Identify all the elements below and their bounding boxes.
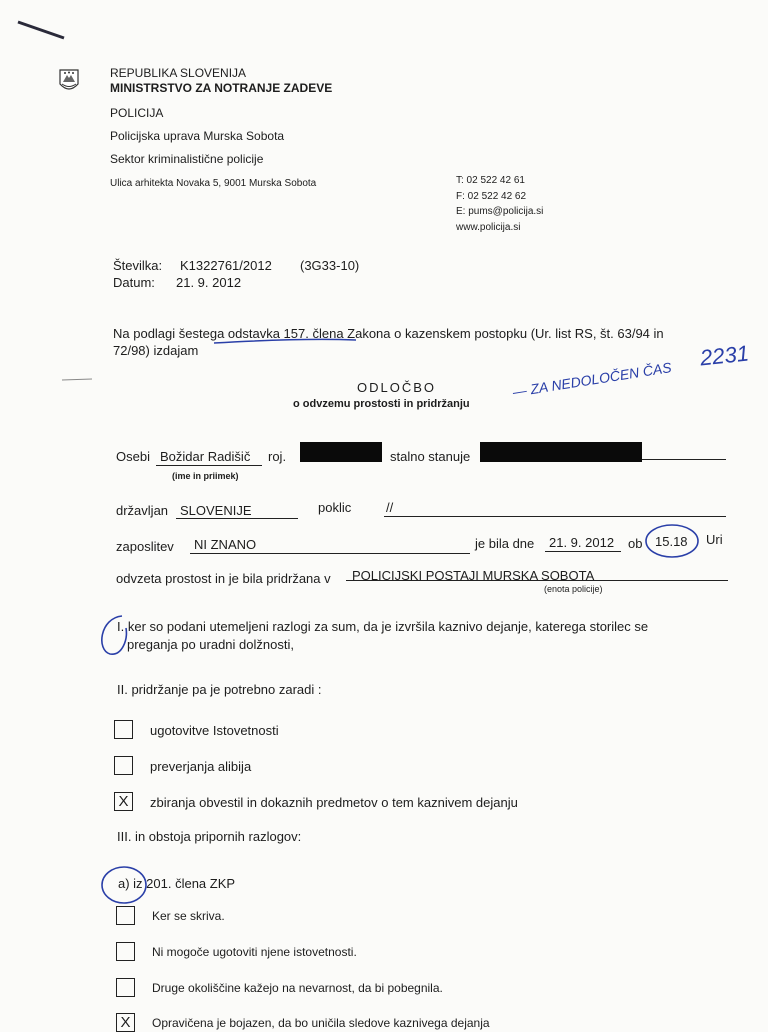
decision-subtitle: o odvzemu prostosti in pridržanju: [293, 398, 470, 410]
header-police-admin: Policijska uprava Murska Sobota: [110, 129, 285, 143]
reason-two: II. pridržanje pa je potrebno zaradi :: [117, 682, 322, 697]
identity-checkbox[interactable]: [114, 720, 133, 739]
decision-title: ODLOČBO: [357, 380, 437, 395]
contact-fax: F: 02 522 42 62: [456, 191, 527, 202]
date-label: Datum:: [113, 275, 155, 290]
unit-caption: (enota policije): [544, 584, 603, 594]
alibi-checkbox[interactable]: [114, 756, 133, 775]
case-code: (3G33-10): [300, 258, 360, 273]
redacted-birthdate: [300, 442, 382, 462]
person-name: Božidar Radišič: [160, 449, 251, 464]
hiding-checkbox[interactable]: [116, 906, 135, 925]
handwritten-margin-note: — ZA NEDOLOČEN ČAS: [511, 359, 673, 400]
reason-one-line1: I. ker so podani utemeljeni razlogi za sum, da je izvršila kaznivo dejanje, katerega storilec se: [117, 619, 649, 634]
hours-label: Uri: [706, 532, 723, 547]
held-label: odvzeta prostost in je bila pridržana v: [116, 571, 331, 586]
residence-label: stalno stanuje: [390, 449, 471, 464]
header-ministry: MINISTRSTVO ZA NOTRANJE ZADEVE: [110, 81, 333, 95]
occupation-value: //: [386, 500, 394, 515]
arrest-date-value: 21. 9. 2012: [549, 535, 615, 550]
flight-risk-option-label: Druge okoliščine kažejo na nevarnost, da bi pobegnila.: [152, 981, 443, 995]
contact-email: E: pums@policija.si: [456, 206, 544, 217]
citizenship-underline: [176, 518, 298, 519]
name-caption: (ime in priimek): [172, 471, 239, 481]
police-unit-underline: [346, 580, 728, 581]
employment-underline: [190, 553, 470, 554]
evidence-checkbox[interactable]: X: [114, 792, 133, 811]
identity-option-label: ugotovitve Istovetnosti: [150, 723, 279, 738]
arrest-time-value: 15.18: [655, 534, 688, 549]
occupation-label: poklic: [318, 500, 352, 515]
identity-unknown-option-label: Ni mogoče ugotoviti njene istovetnosti.: [152, 945, 357, 959]
evidence-destruction-checkbox[interactable]: X: [116, 1013, 135, 1032]
header-sector: Sektor kriminalistične policije: [110, 152, 264, 166]
evidence-option-label: zbiranja obvestil in dokaznih predmetov o tem kaznivem dejanju: [150, 795, 518, 810]
arrest-date-underline: [545, 551, 621, 552]
contact-phone: T: 02 522 42 61: [456, 175, 525, 186]
handwritten-side-number: 2231: [698, 340, 751, 371]
person-label: Osebi: [116, 449, 150, 464]
occupation-underline: [384, 516, 726, 517]
name-underline: [156, 465, 262, 466]
flight-risk-checkbox[interactable]: [116, 978, 135, 997]
hiding-option-label: Ker se skriva.: [152, 909, 225, 923]
redacted-address: [480, 442, 642, 462]
coat-of-arms-icon: [58, 64, 80, 96]
arrest-date-label: je bila dne: [475, 536, 535, 551]
citizenship-value: SLOVENIJE: [180, 503, 252, 518]
employment-label: zaposlitev: [116, 539, 174, 554]
residence-underline: [642, 459, 726, 460]
reason-three: III. in obstoja pripornih razlogov:: [117, 829, 302, 844]
contact-web: www.policija.si: [456, 222, 521, 233]
number-value: K1322761/2012: [180, 258, 272, 273]
date-value: 21. 9. 2012: [176, 275, 242, 290]
reason-one-line2: preganja po uradni dolžnosti,: [127, 637, 294, 652]
header-address: Ulica arhitekta Novaka 5, 9001 Murska Sobota: [110, 178, 317, 189]
identity-unknown-checkbox[interactable]: [116, 942, 135, 961]
police-unit-value: POLICIJSKI POSTAJI MURSKA SOBOTA: [352, 568, 595, 583]
legal-basis-line2: 72/98) izdajam: [113, 343, 199, 358]
pen-stroke-mark: [18, 22, 64, 38]
scan-mark: [62, 379, 92, 380]
legal-basis-line1: Na podlagi šestega odstavka 157. člena Zakona o kazenskem postopku (Ur. list RS, št. 63/94 in: [113, 326, 664, 341]
evidence-destruction-option-label: Opravičena je bojazen, da bo uničila sledove kaznivega dejanja: [152, 1016, 490, 1030]
header-republic: REPUBLIKA SLOVENIJA: [110, 66, 247, 80]
employment-value: NI ZNANO: [194, 537, 257, 552]
arrest-time-label: ob: [628, 536, 643, 551]
header-police: POLICIJA: [110, 106, 164, 120]
article-201-heading: a) iz 201. člena ZKP: [118, 876, 236, 891]
born-label: roj.: [268, 449, 287, 464]
number-label: Številka:: [113, 258, 163, 273]
citizen-label: državljan: [116, 503, 169, 518]
alibi-option-label: preverjanja alibija: [150, 759, 252, 774]
